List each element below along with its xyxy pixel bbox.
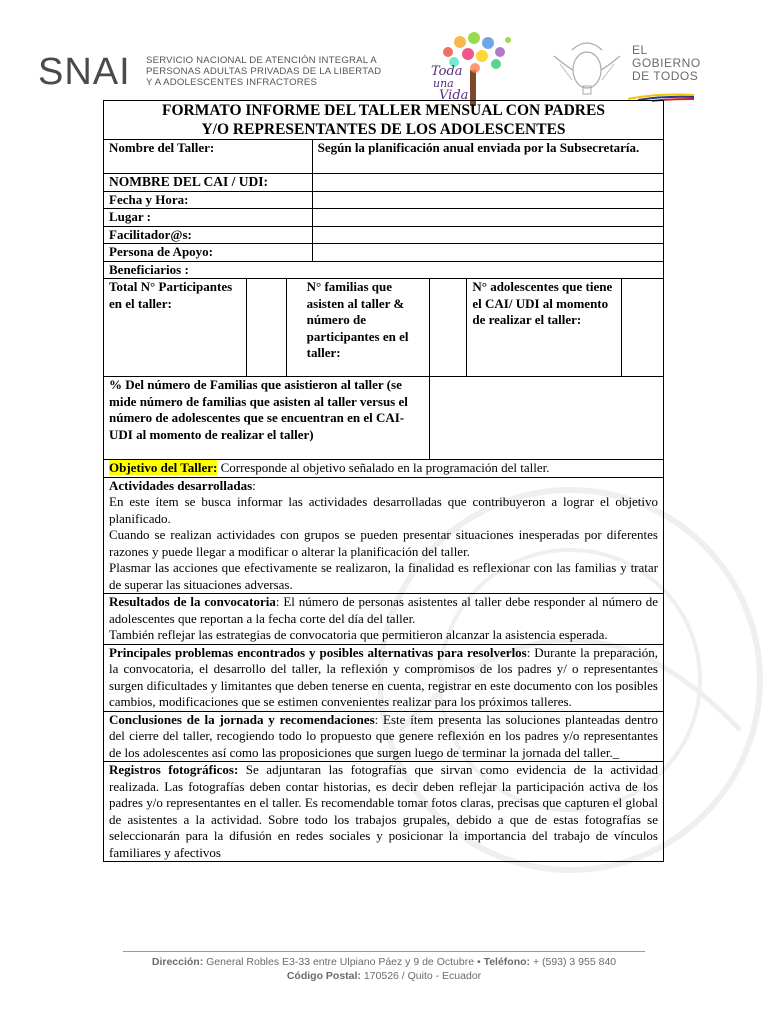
objetivo-row <box>104 460 664 478</box>
actividades-paragraph: Plasmar las acciones que efectivamente se realizaron, la finalidad es reflexionar con las familias y tratar de superar las situaciones adversas. <box>109 560 658 592</box>
footer-line-2 <box>0 969 768 983</box>
facilitador-field[interactable] <box>312 226 663 244</box>
footer-line-1 <box>0 955 768 969</box>
persona-apoyo-label: Persona de Apoyo: <box>104 244 313 262</box>
form-title <box>104 101 664 140</box>
conclusiones-label: Conclusiones de la jornada y recomendaciones <box>109 711 375 727</box>
problemas-section <box>104 644 664 711</box>
postal-label: Código Postal: <box>286 970 361 982</box>
facilitador-label: Facilitador@s: <box>104 226 313 244</box>
snai-desc-line: SERVICIO NACIONAL DE ATENCIÓN INTEGRAL A <box>146 55 377 66</box>
snai-desc-line: Y A ADOLESCENTES INFRACTORES <box>146 77 318 88</box>
registros-text: Se adjuntaran las fotografías que sirvan como evidencia de la actividad realizada. Las fotografías deben contar historias, es decir deben reflejar la participación activa de los padres y/o representantes en el taller. Es recomendable tomar fotos claras, precisas que capturen el global de asistentes a la actividad. Sobre todo los trabajos grupales, debido a que de estas fotografías se seleccionarán para la difusión en redes sociales y posicionar la importancia del trabajo de vínculos familiares y afectivos <box>109 762 659 860</box>
actividades-paragraph: Cuando se realizan actividades con grupos se pueden presentar situaciones inesperadas por diferentes razones y puede llegar a modificar o alterar la planificación del taller. <box>109 527 658 559</box>
telefono-value: + (593) 3 955 840 <box>530 956 617 968</box>
gob-line: GOBIERNO <box>632 56 701 70</box>
telefono-label: Teléfono: <box>483 956 531 968</box>
objetivo-label: Objetivo del Taller: <box>109 460 218 475</box>
toda-line: Toda <box>431 64 463 79</box>
fecha-label: Fecha y Hora: <box>104 191 313 209</box>
familias-asisten-field[interactable] <box>430 279 467 377</box>
footer-divider <box>123 951 645 952</box>
resultados-paragraph: También reflejar las estrategias de convocatoria que permitieron alcanzar la asistencia esperada. <box>109 627 608 642</box>
resultados-section <box>104 594 664 645</box>
toda-line: una <box>433 77 454 90</box>
familias-asisten-label: N° familias que asisten al taller & número de participantes en el taller: <box>286 279 430 377</box>
total-participantes-field[interactable] <box>246 279 286 377</box>
actividades-label: Actividades desarrolladas <box>109 477 253 493</box>
porcentaje-field[interactable] <box>430 377 664 460</box>
resultados-text: : El número de personas asistentes al taller debe responder al número de adolescentes que reportan a la fecha corte del día del taller. <box>109 594 658 626</box>
direccion-label: Dirección: <box>151 956 204 968</box>
persona-apoyo-field[interactable] <box>312 244 663 262</box>
nombre-taller-label: Nombre del Taller: <box>104 140 313 174</box>
actividades-paragraph: En este ítem se busca informar las actividades desarrolladas que contribuyeron a lograr el objetivo planificado. <box>109 494 658 526</box>
form-title-line: Y/O REPRESENTANTES DE LOS ADOLESCENTES <box>201 121 566 138</box>
adolescentes-cai-label: N° adolescentes que tiene el CAI/ UDI al momento de realizar el taller: <box>467 279 622 377</box>
snai-desc-line: PERSONAS ADULTAS PRIVADAS DE LA LIBERTAD <box>146 66 382 77</box>
gobierno-de-todos-logo <box>632 44 701 83</box>
lugar-label: Lugar : <box>104 209 313 227</box>
report-form-table <box>103 100 664 862</box>
registros-section <box>104 762 664 862</box>
snai-logo: SNAI <box>38 51 131 93</box>
gob-line: EL <box>632 43 648 57</box>
nombre-cai-label: NOMBRE DEL CAI / UDI: <box>104 174 313 192</box>
direccion-value: General Robles E3-33 entre Ulpiano Páez y 9 de Octubre • <box>203 956 484 968</box>
fecha-field[interactable] <box>312 191 663 209</box>
nombre-taller-value[interactable]: Según la planificación anual enviada por la Subsecretaría. <box>312 140 663 174</box>
lugar-field[interactable] <box>312 209 663 227</box>
toda-una-vida-text <box>431 66 468 102</box>
gob-line: DE TODOS <box>632 69 699 83</box>
conclusiones-text: : Este ítem presenta las soluciones planteadas dentro del cierre del taller, recogiendo todo lo propuesto que genere reflexión en los padres y/o representantes de los adolescentes así como las proposiciones que surgen luego de terminar la jornada del taller._ <box>109 711 658 760</box>
actividades-section: Actividades desarrolladas: En este ítem se busca informar las actividades desarrolladas que contribuyeron a lograr el objetivo planificado. Cuando se realizan actividades con grupos se pueden presentar situaciones inesperadas por diferentes razones y puede llegar a modificar o alterar la planificación del taller. Plasmar las acciones que efectivamente se realizaron, la finalidad es reflexionar con las familias y tratar de superar las situaciones adversas. <box>104 477 664 594</box>
snai-description <box>146 55 381 88</box>
adolescentes-cai-field[interactable] <box>622 279 664 377</box>
nombre-cai-field[interactable] <box>312 174 663 192</box>
porcentaje-label: % Del número de Familias que asistieron al taller (se mide número de familias que asisten al taller versus el número de adolescentes que se encuentran en el CAI- UDI al momento de realizar el taller) <box>104 377 430 460</box>
form-title-line: FORMATO INFORME DEL TALLER MENSUAL CON PADRES <box>162 102 605 119</box>
problemas-text: : Durante la preparación, la convocatoria, el desarrollo del taller, la reflexión y compromisos de los padres y/ o representantes surgen dificultades y limitantes que deben tenerse en cuenta, registrar en este documento con los posibles cambios, modificaciones que se estimen convenientes realizar para los próximos talleres. <box>109 644 659 709</box>
registros-label: Registros fotográficos: <box>109 762 239 777</box>
conclusiones-section <box>104 711 664 762</box>
resultados-label: Resultados de la convocatoria <box>109 594 276 609</box>
problemas-label: Principales problemas encontrados y posibles alternativas para resolverlos <box>109 644 527 660</box>
ecuador-coat-of-arms-icon <box>552 36 622 98</box>
page-header <box>0 0 768 103</box>
total-participantes-label: Total N° Participantes en el taller: <box>104 279 247 377</box>
beneficiarios-label: Beneficiarios : <box>104 261 664 279</box>
postal-value: 170526 / Quito - Ecuador <box>360 970 482 982</box>
toda-line: Vida <box>439 88 469 103</box>
objetivo-text: Corresponde al objetivo señalado en la programación del taller. <box>217 460 550 475</box>
page-footer <box>0 955 768 983</box>
